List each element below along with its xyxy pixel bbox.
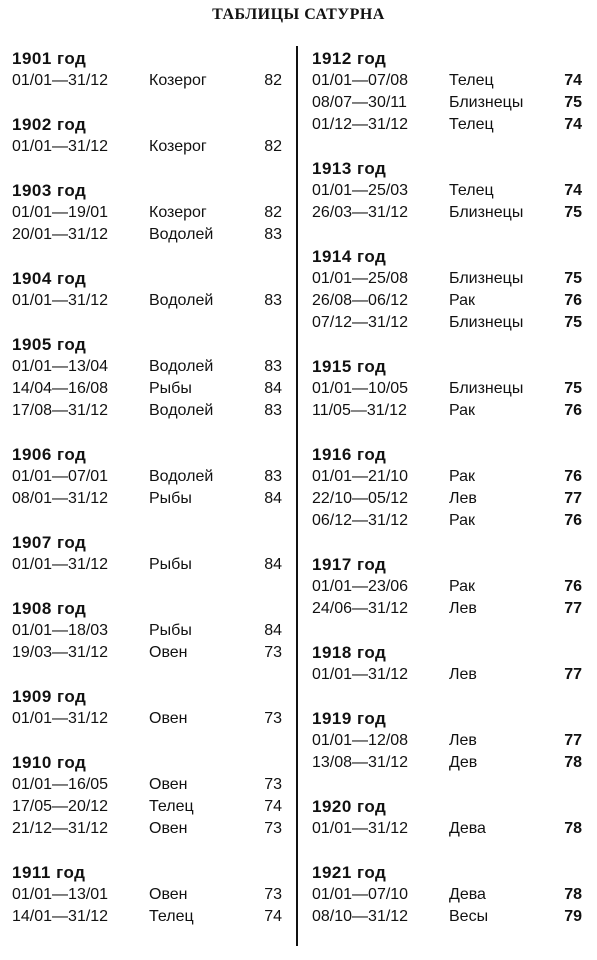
date-range: 01/01—31/12 xyxy=(12,138,109,155)
table-number: 83 xyxy=(264,226,282,243)
zodiac-sign: Рак xyxy=(449,578,476,595)
zodiac-sign: Козерог xyxy=(149,72,207,89)
table-row xyxy=(312,400,584,422)
zodiac-sign: Водолей xyxy=(149,292,214,309)
zodiac-sign: Овен xyxy=(149,886,188,903)
date-range: 01/01—12/08 xyxy=(312,732,409,749)
date-range: 01/01—07/10 xyxy=(312,886,409,903)
year-heading: 1913 год xyxy=(312,159,387,178)
table-number: 73 xyxy=(264,644,282,661)
date-range: 01/01—31/12 xyxy=(12,72,109,89)
date-range: 26/03—31/12 xyxy=(312,204,409,221)
year-heading: 1916 год xyxy=(312,445,387,464)
zodiac-sign: Рыбы xyxy=(149,622,192,639)
zodiac-sign: Лев xyxy=(449,666,477,683)
year-section xyxy=(12,862,284,928)
zodiac-sign: Весы xyxy=(449,908,489,925)
table-number: 76 xyxy=(564,512,582,529)
table-row xyxy=(12,620,284,642)
table-number: 75 xyxy=(564,380,582,397)
table-number: 78 xyxy=(564,886,582,903)
table-number: 77 xyxy=(564,490,582,507)
table-number: 82 xyxy=(264,138,282,155)
column-divider xyxy=(296,46,298,946)
zodiac-sign: Дева xyxy=(449,820,486,837)
date-range: 14/01—31/12 xyxy=(12,908,109,925)
table-number: 75 xyxy=(564,270,582,287)
table-number: 76 xyxy=(564,468,582,485)
year-heading: 1908 год xyxy=(12,599,87,618)
table-row xyxy=(312,202,584,224)
table-row xyxy=(312,510,584,532)
table-row xyxy=(12,202,284,224)
date-range: 13/08—31/12 xyxy=(312,754,409,771)
zodiac-sign: Близнецы xyxy=(449,314,524,331)
date-range: 08/10—31/12 xyxy=(312,908,409,925)
zodiac-sign: Телец xyxy=(449,116,494,133)
table-number: 75 xyxy=(564,314,582,331)
table-number: 74 xyxy=(264,908,282,925)
year-heading: 1921 год xyxy=(312,863,387,882)
table-number: 76 xyxy=(564,402,582,419)
table-number: 83 xyxy=(264,402,282,419)
date-range: 07/12—31/12 xyxy=(312,314,409,331)
table-row xyxy=(12,378,284,400)
table-number: 77 xyxy=(564,732,582,749)
year-section xyxy=(312,796,584,840)
table-row xyxy=(12,708,284,730)
date-range: 14/04—16/08 xyxy=(12,380,109,397)
year-section xyxy=(312,862,584,928)
table-row xyxy=(12,796,284,818)
zodiac-sign: Лев xyxy=(449,490,477,507)
table-number: 75 xyxy=(564,204,582,221)
zodiac-sign: Овен xyxy=(149,644,188,661)
table-number: 77 xyxy=(564,600,582,617)
table-row xyxy=(312,598,584,620)
date-range: 01/01—31/12 xyxy=(12,710,109,727)
table-number: 84 xyxy=(264,490,282,507)
date-range: 01/01—13/01 xyxy=(12,886,109,903)
date-range: 26/08—06/12 xyxy=(312,292,409,309)
zodiac-sign: Телец xyxy=(449,182,494,199)
year-heading: 1915 год xyxy=(312,357,387,376)
year-heading: 1920 год xyxy=(312,797,387,816)
table-number: 73 xyxy=(264,776,282,793)
date-range: 20/01—31/12 xyxy=(12,226,109,243)
zodiac-sign: Водолей xyxy=(149,402,214,419)
date-range: 21/12—31/12 xyxy=(12,820,109,837)
zodiac-sign: Близнецы xyxy=(449,94,524,111)
year-section xyxy=(312,708,584,774)
table-row xyxy=(312,268,584,290)
table-number: 76 xyxy=(564,292,582,309)
year-section xyxy=(12,598,284,664)
table-row xyxy=(12,356,284,378)
table-number: 74 xyxy=(264,798,282,815)
table-row xyxy=(312,752,584,774)
zodiac-sign: Лев xyxy=(449,600,477,617)
year-section xyxy=(312,444,584,532)
table-row xyxy=(12,136,284,158)
table-row xyxy=(12,488,284,510)
table-number: 83 xyxy=(264,292,282,309)
table-number: 73 xyxy=(264,886,282,903)
year-section xyxy=(12,334,284,422)
table-row xyxy=(312,664,584,686)
zodiac-sign: Козерог xyxy=(149,204,207,221)
year-section xyxy=(12,532,284,576)
table-row xyxy=(312,906,584,928)
zodiac-sign: Рак xyxy=(449,402,476,419)
zodiac-sign: Близнецы xyxy=(449,380,524,397)
zodiac-sign: Рак xyxy=(449,468,476,485)
date-range: 01/01—18/03 xyxy=(12,622,109,639)
table-number: 77 xyxy=(564,666,582,683)
table-number: 84 xyxy=(264,622,282,639)
date-range: 24/06—31/12 xyxy=(312,600,409,617)
year-heading: 1903 год xyxy=(12,181,87,200)
year-section xyxy=(12,48,284,92)
table-number: 78 xyxy=(564,754,582,771)
table-number: 84 xyxy=(264,556,282,573)
year-heading: 1918 год xyxy=(312,643,387,662)
table-row xyxy=(312,312,584,334)
table-row xyxy=(312,70,584,92)
table-number: 78 xyxy=(564,820,582,837)
zodiac-sign: Овен xyxy=(149,820,188,837)
table-number: 74 xyxy=(564,72,582,89)
year-heading: 1901 год xyxy=(12,49,87,68)
table-row xyxy=(12,774,284,796)
table-number: 82 xyxy=(264,72,282,89)
table-row xyxy=(312,884,584,906)
year-heading: 1907 год xyxy=(12,533,87,552)
date-range: 01/01—21/10 xyxy=(312,468,409,485)
table-number: 74 xyxy=(564,116,582,133)
table-row xyxy=(12,466,284,488)
year-heading: 1919 год xyxy=(312,709,387,728)
date-range: 01/01—31/12 xyxy=(312,820,409,837)
zodiac-sign: Рыбы xyxy=(149,556,192,573)
table-row xyxy=(312,488,584,510)
zodiac-sign: Дева xyxy=(449,886,486,903)
table-row xyxy=(12,554,284,576)
year-section xyxy=(312,48,584,136)
date-range: 01/01—31/12 xyxy=(312,666,409,683)
table-row xyxy=(312,378,584,400)
date-range: 06/12—31/12 xyxy=(312,512,409,529)
table-number: 73 xyxy=(264,710,282,727)
year-section xyxy=(12,686,284,730)
year-section xyxy=(12,114,284,158)
year-heading: 1912 год xyxy=(312,49,387,68)
table-row xyxy=(12,290,284,312)
zodiac-sign: Водолей xyxy=(149,468,214,485)
date-range: 01/01—13/04 xyxy=(12,358,109,375)
table-number: 74 xyxy=(564,182,582,199)
zodiac-sign: Дев xyxy=(449,754,478,771)
table-number: 79 xyxy=(564,908,582,925)
date-range: 01/01—31/12 xyxy=(12,292,109,309)
zodiac-sign: Лев xyxy=(449,732,477,749)
year-section xyxy=(312,642,584,686)
zodiac-sign: Близнецы xyxy=(449,270,524,287)
date-range: 01/01—16/05 xyxy=(12,776,109,793)
table-row xyxy=(12,818,284,840)
year-heading: 1905 год xyxy=(12,335,87,354)
table-row xyxy=(12,906,284,928)
left-column xyxy=(12,48,284,928)
year-heading: 1909 год xyxy=(12,687,87,706)
year-heading: 1906 год xyxy=(12,445,87,464)
year-section xyxy=(312,246,584,334)
year-section xyxy=(312,356,584,422)
date-range: 01/01—19/01 xyxy=(12,204,109,221)
date-range: 17/08—31/12 xyxy=(12,402,109,419)
year-heading: 1904 год xyxy=(12,269,87,288)
year-section xyxy=(12,752,284,840)
date-range: 22/10—05/12 xyxy=(312,490,409,507)
date-range: 08/01—31/12 xyxy=(12,490,109,507)
table-row xyxy=(12,224,284,246)
right-column xyxy=(312,48,584,928)
table-number: 84 xyxy=(264,380,282,397)
zodiac-sign: Рыбы xyxy=(149,380,192,397)
zodiac-sign: Овен xyxy=(149,710,188,727)
table-row xyxy=(312,290,584,312)
year-heading: 1911 год xyxy=(12,863,86,882)
date-range: 01/12—31/12 xyxy=(312,116,409,133)
date-range: 01/01—31/12 xyxy=(12,556,109,573)
date-range: 08/07—30/11 xyxy=(312,94,407,111)
zodiac-sign: Рак xyxy=(449,512,476,529)
zodiac-sign: Близнецы xyxy=(449,204,524,221)
date-range: 01/01—07/01 xyxy=(12,468,109,485)
date-range: 19/03—31/12 xyxy=(12,644,109,661)
date-range: 01/01—25/03 xyxy=(312,182,409,199)
table-row xyxy=(12,70,284,92)
date-range: 01/01—10/05 xyxy=(312,380,409,397)
table-row xyxy=(12,642,284,664)
zodiac-sign: Овен xyxy=(149,776,188,793)
date-range: 01/01—07/08 xyxy=(312,72,409,89)
zodiac-sign: Телец xyxy=(149,798,194,815)
table-number: 76 xyxy=(564,578,582,595)
table-row xyxy=(12,400,284,422)
year-heading: 1902 год xyxy=(12,115,87,134)
table-row xyxy=(312,730,584,752)
date-range: 01/01—25/08 xyxy=(312,270,409,287)
zodiac-sign: Телец xyxy=(149,908,194,925)
table-number: 75 xyxy=(564,94,582,111)
year-section xyxy=(12,444,284,510)
table-number: 83 xyxy=(264,468,282,485)
table-row xyxy=(312,576,584,598)
year-section xyxy=(312,158,584,224)
table-number: 83 xyxy=(264,358,282,375)
table-row xyxy=(312,114,584,136)
zodiac-sign: Рыбы xyxy=(149,490,192,507)
table-row xyxy=(312,92,584,114)
table-row xyxy=(312,180,584,202)
table-number: 82 xyxy=(264,204,282,221)
year-section xyxy=(312,554,584,620)
zodiac-sign: Водолей xyxy=(149,226,214,243)
table-row xyxy=(12,884,284,906)
date-range: 17/05—20/12 xyxy=(12,798,109,815)
zodiac-sign: Козерог xyxy=(149,138,207,155)
date-range: 11/05—31/12 xyxy=(312,402,407,419)
date-range: 01/01—23/06 xyxy=(312,578,409,595)
year-section xyxy=(12,268,284,312)
table-row xyxy=(312,818,584,840)
zodiac-sign: Водолей xyxy=(149,358,214,375)
page-title: ТАБЛИЦЫ САТУРНА xyxy=(212,6,385,23)
table-number: 73 xyxy=(264,820,282,837)
zodiac-sign: Телец xyxy=(449,72,494,89)
zodiac-sign: Рак xyxy=(449,292,476,309)
year-heading: 1914 год xyxy=(312,247,387,266)
year-heading: 1910 год xyxy=(12,753,87,772)
table-row xyxy=(312,466,584,488)
year-section xyxy=(12,180,284,246)
year-heading: 1917 год xyxy=(312,555,387,574)
